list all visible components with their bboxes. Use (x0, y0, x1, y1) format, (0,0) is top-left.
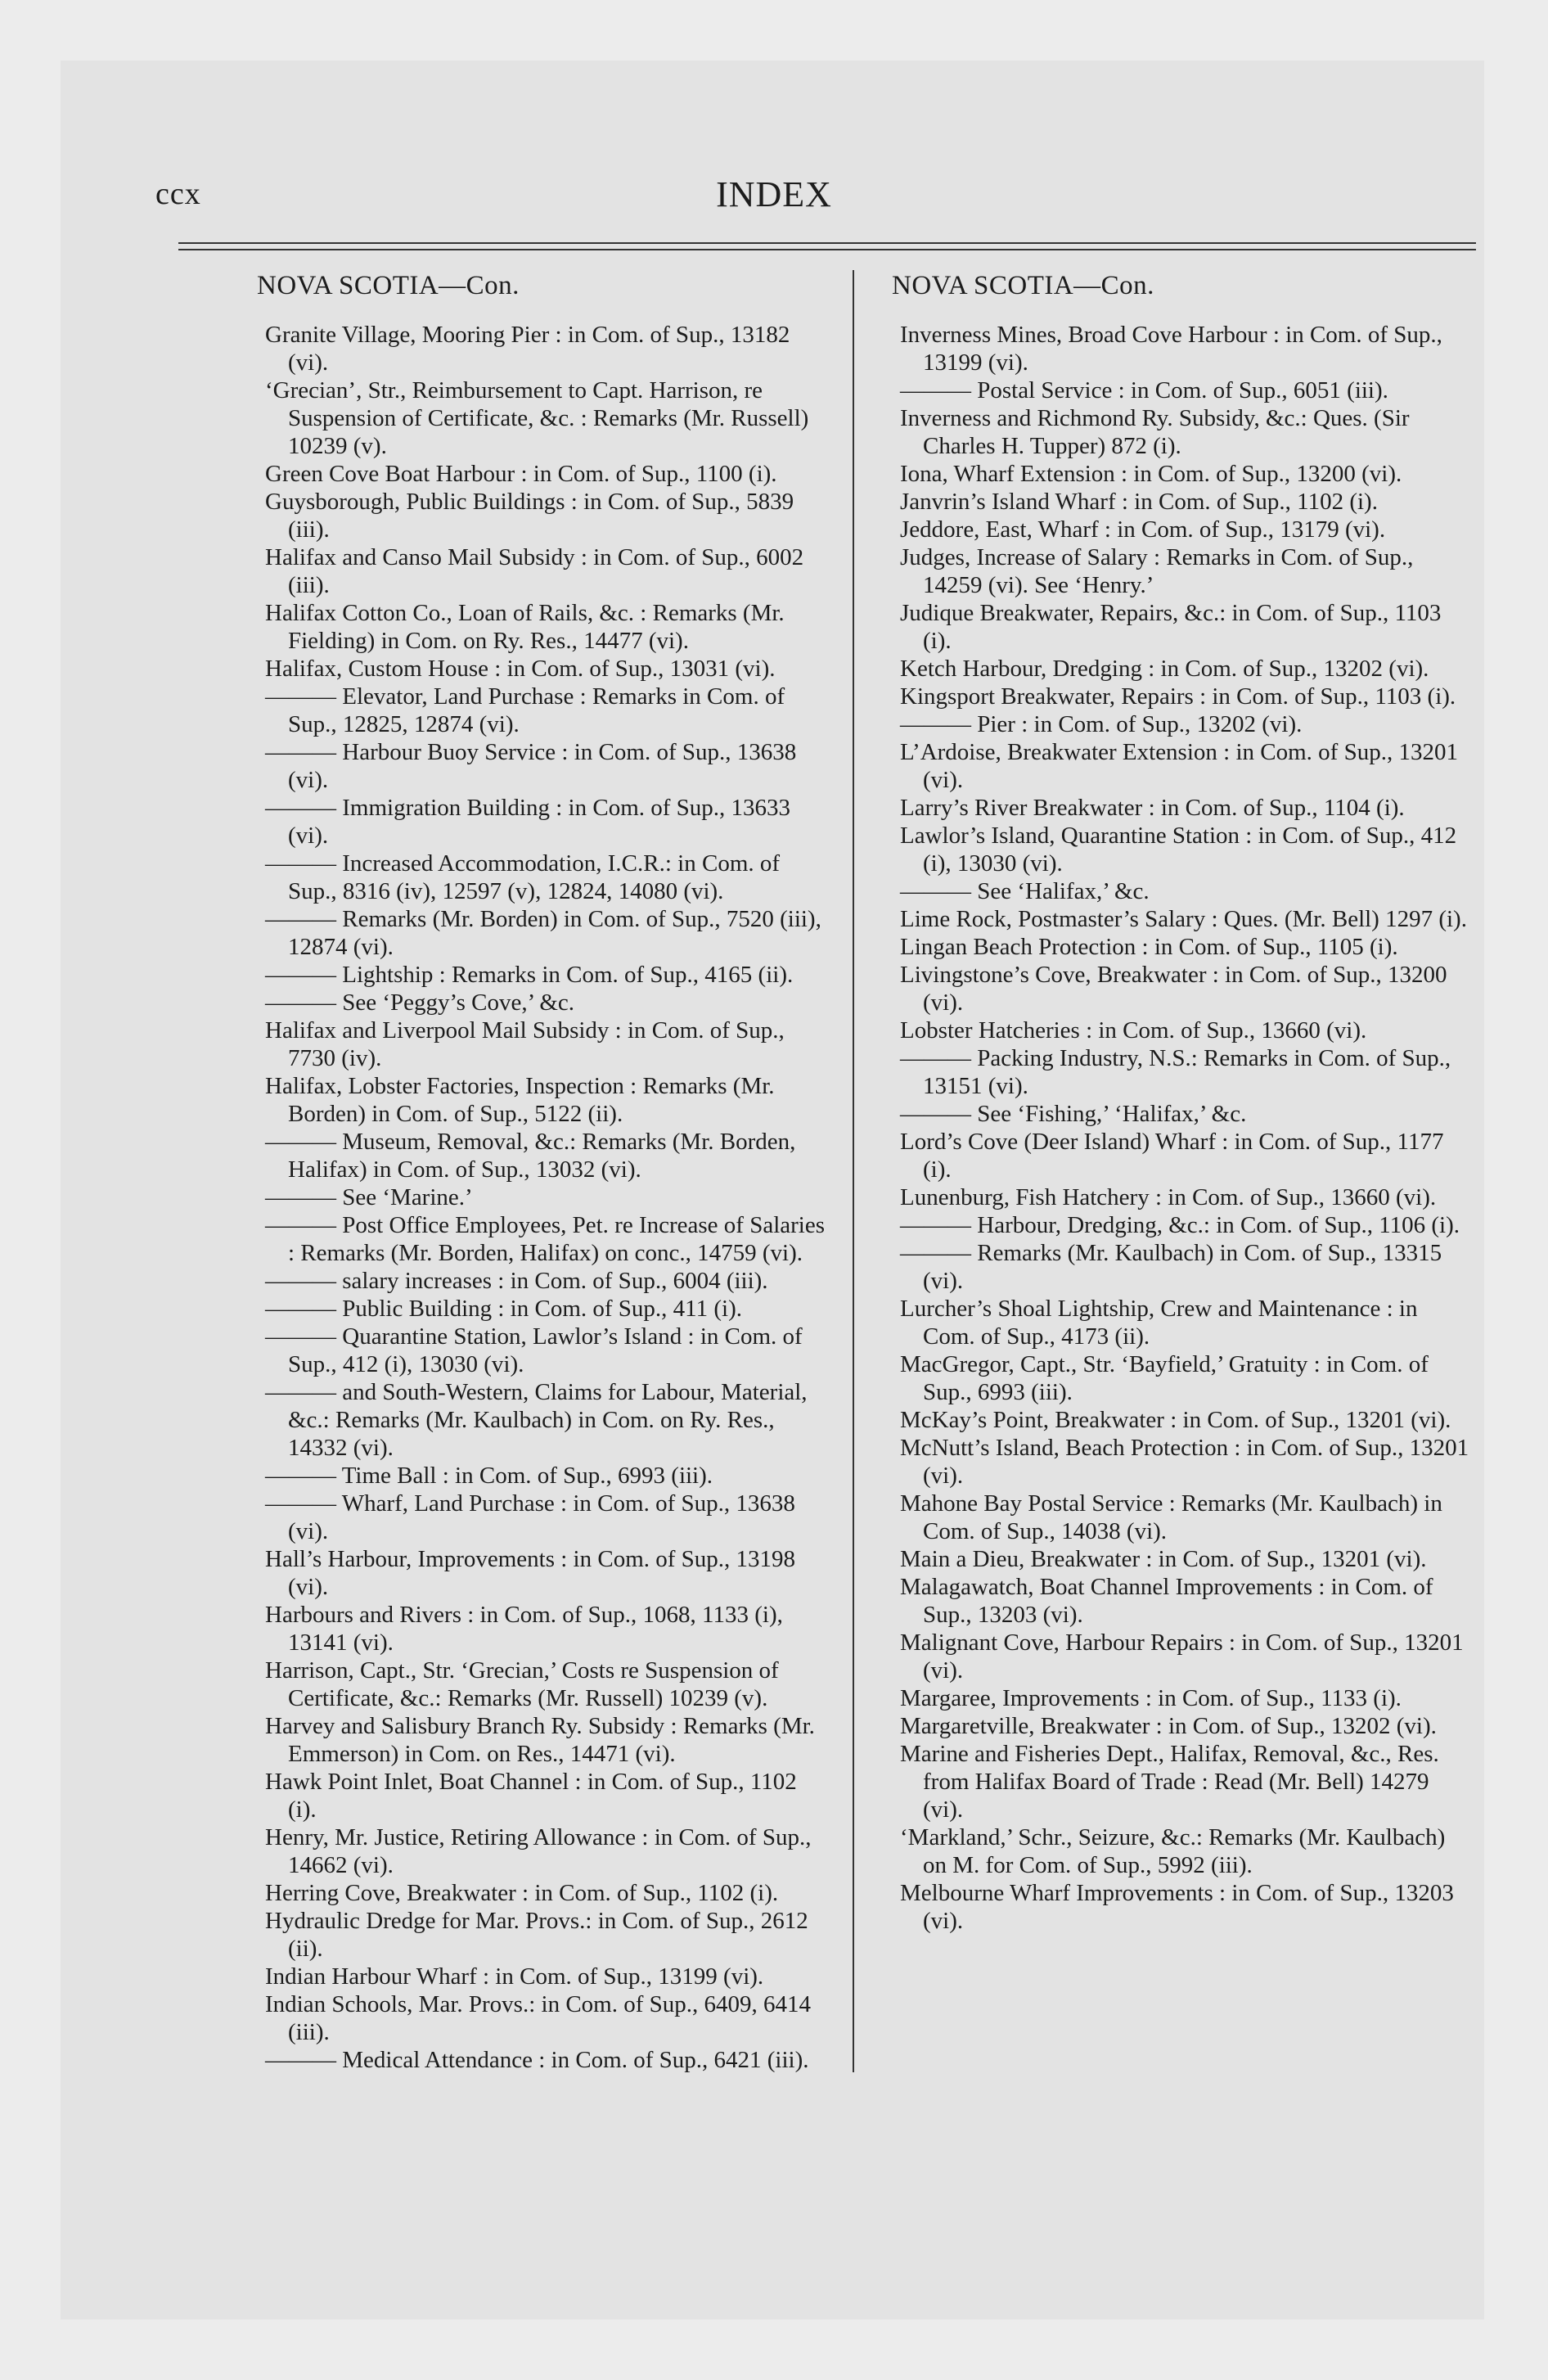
column-divider (853, 270, 854, 2072)
section-heading: NOVA SCOTIA—Con. (892, 271, 1154, 300)
index-entry: ——— Postal Service : in Com. of Sup., 6051 (iii). (900, 377, 1388, 403)
index-entry: ——— Lightship : Remarks in Com. of Sup., 4165 (ii). (265, 962, 794, 988)
index-entry: ——— Harbour Buoy Service : in Com. of Sup., 13638 (vi). (265, 739, 797, 793)
index-entry: ——— Remarks (Mr. Kaulbach) in Com. of Sup., 13315 (vi). (900, 1240, 1442, 1294)
index-entry: Halifax Cotton Co., Loan of Rails, &c. : Remarks (Mr. Fielding) in Com. on Ry. Res., 14477 (vi). (265, 600, 785, 654)
index-entry: Jeddore, East, Wharf : in Com. of Sup., 13179 (vi). (900, 516, 1386, 543)
page-title: INDEX (716, 174, 832, 214)
header-rule (178, 242, 1476, 244)
index-entry: Halifax and Liverpool Mail Subsidy : in Com. of Sup., 7730 (iv). (265, 1017, 785, 1071)
index-entry: Lurcher’s Shoal Lightship, Crew and Maintenance : in Com. of Sup., 4173 (ii). (900, 1296, 1418, 1350)
index-entry: Ketch Harbour, Dredging : in Com. of Sup., 13202 (vi). (900, 656, 1429, 682)
index-entry: ——— salary increases : in Com. of Sup., 6004 (iii). (265, 1268, 768, 1294)
index-entry: ——— Time Ball : in Com. of Sup., 6993 (iii). (265, 1463, 713, 1489)
index-entry: Henry, Mr. Justice, Retiring Allowance : in Com. of Sup., 14662 (vi). (265, 1824, 812, 1878)
index-entry: ——— Immigration Building : in Com. of Sup., 13633 (vi). (265, 795, 791, 849)
index-entry: Lord’s Cove (Deer Island) Wharf : in Com. of Sup., 1177 (i). (900, 1129, 1444, 1183)
index-entry: Judges, Increase of Salary : Remarks in Com. of Sup., 14259 (vi). See ‘Henry.’ (900, 544, 1414, 598)
index-entry: Inverness and Richmond Ry. Subsidy, &c.: Ques. (Sir Charles H. Tupper) 872 (i). (900, 405, 1410, 459)
index-entry: Harrison, Capt., Str. ‘Grecian,’ Costs re Suspension of Certificate, &c.: Remarks (Mr. Russell) 10239 (v). (265, 1657, 779, 1711)
index-entry: ——— Packing Industry, N.S.: Remarks in Com. of Sup., 13151 (vi). (900, 1045, 1451, 1099)
index-entry: ——— Medical Attendance : in Com. of Sup., 6421 (iii). (265, 2047, 809, 2073)
index-entry: Harvey and Salisbury Branch Ry. Subsidy : Remarks (Mr. Emmerson) in Com. on Res., 14471 (vi). (265, 1713, 815, 1767)
index-entry: Malagawatch, Boat Channel Improvements : in Com. of Sup., 13203 (vi). (900, 1574, 1433, 1628)
index-entry: ——— Remarks (Mr. Borden) in Com. of Sup., 7520 (iii), 12874 (vi). (265, 906, 821, 960)
left-column (257, 271, 830, 2074)
index-entry: Lingan Beach Protection : in Com. of Sup., 1105 (i). (900, 934, 1398, 960)
index-entry: Margaree, Improvements : in Com. of Sup., 1133 (i). (900, 1685, 1402, 1711)
index-entry: Lobster Hatcheries : in Com. of Sup., 13660 (vi). (900, 1017, 1367, 1044)
index-entry: Marine and Fisheries Dept., Halifax, Removal, &c., Res. from Halifax Board of Trade : Read (Mr. Bell) 14279 (vi). (900, 1741, 1439, 1823)
index-entry: Janvrin’s Island Wharf : in Com. of Sup., 1102 (i). (900, 489, 1378, 515)
index-entry: Lunenburg, Fish Hatchery : in Com. of Sup., 13660 (vi). (900, 1184, 1437, 1210)
index-entry: Hydraulic Dredge for Mar. Provs.: in Com. of Sup., 2612 (ii). (265, 1908, 808, 1962)
index-entry: ‘Grecian’, Str., Reimbursement to Capt. Harrison, re Suspension of Certificate, &c. : Remarks (Mr. Russell) 10239 (v). (265, 377, 809, 459)
page-number: ccx (155, 177, 201, 211)
index-entry: Judique Breakwater, Repairs, &c.: in Com. of Sup., 1103 (i). (900, 600, 1442, 654)
index-entry: ——— See ‘Marine.’ (265, 1184, 473, 1210)
index-entry: ——— See ‘Fishing,’ ‘Halifax,’ &c. (900, 1101, 1247, 1127)
index-entry: Malignant Cove, Harbour Repairs : in Com. of Sup., 13201 (vi). (900, 1629, 1464, 1684)
index-entry: ——— Public Building : in Com. of Sup., 411 (i). (265, 1296, 742, 1322)
index-entry: Hall’s Harbour, Improvements : in Com. of Sup., 13198 (vi). (265, 1546, 796, 1600)
index-entry: Herring Cove, Breakwater : in Com. of Sup., 1102 (i). (265, 1880, 779, 1906)
index-entry: Main a Dieu, Breakwater : in Com. of Sup., 13201 (vi). (900, 1546, 1427, 1572)
index-entry: ——— Museum, Removal, &c.: Remarks (Mr. Borden, Halifax) in Com. of Sup., 13032 (vi). (265, 1129, 796, 1183)
index-entry: ‘Markland,’ Schr., Seizure, &c.: Remarks (Mr. Kaulbach) on M. for Com. of Sup., 5992 (iii). (900, 1824, 1446, 1878)
index-entry: Guysborough, Public Buildings : in Com. of Sup., 5839 (iii). (265, 489, 794, 543)
index-entry: Mahone Bay Postal Service : Remarks (Mr. Kaulbach) in Com. of Sup., 14038 (vi). (900, 1490, 1442, 1544)
index-entry: Lawlor’s Island, Quarantine Station : in Com. of Sup., 412 (i), 13030 (vi). (900, 823, 1457, 877)
index-entry: Margaretville, Breakwater : in Com. of Sup., 13202 (vi). (900, 1713, 1437, 1739)
index-entry: ——— Quarantine Station, Lawlor’s Island : in Com. of Sup., 412 (i), 13030 (vi). (265, 1323, 803, 1377)
header-rule (178, 249, 1476, 250)
index-entry: McNutt’s Island, Beach Protection : in Com. of Sup., 13201 (vi). (900, 1435, 1469, 1489)
index-entry: Lime Rock, Postmaster’s Salary : Ques. (Mr. Bell) 1297 (i). (900, 906, 1467, 932)
index-entry: Halifax and Canso Mail Subsidy : in Com. of Sup., 6002 (iii). (265, 544, 804, 598)
index-entry: ——— Increased Accommodation, I.C.R.: in Com. of Sup., 8316 (iv), 12597 (v), 12824, 14080 (vi). (265, 850, 781, 904)
index-entry: Indian Schools, Mar. Provs.: in Com. of Sup., 6409, 6414 (iii). (265, 1991, 812, 2045)
section-heading: NOVA SCOTIA—Con. (257, 271, 520, 300)
index-entry: ——— Elevator, Land Purchase : Remarks in Com. of Sup., 12825, 12874 (vi). (265, 683, 785, 737)
index-entry: Melbourne Wharf Improvements : in Com. of Sup., 13203 (vi). (900, 1880, 1454, 1934)
index-entry: Kingsport Breakwater, Repairs : in Com. of Sup., 1103 (i). (900, 683, 1456, 710)
index-entry: Harbours and Rivers : in Com. of Sup., 1068, 1133 (i), 13141 (vi). (265, 1602, 783, 1656)
index-entry: ——— Harbour, Dredging, &c.: in Com. of Sup., 1106 (i). (900, 1212, 1460, 1238)
index-entry: Green Cove Boat Harbour : in Com. of Sup., 1100 (i). (265, 461, 777, 487)
index-entry: McKay’s Point, Breakwater : in Com. of Sup., 13201 (vi). (900, 1407, 1451, 1433)
right-column (892, 271, 1473, 1935)
index-entry: Indian Harbour Wharf : in Com. of Sup., 13199 (vi). (265, 1963, 764, 1990)
index-entry: Halifax, Lobster Factories, Inspection : Remarks (Mr. Borden) in Com. of Sup., 5122 (ii). (265, 1073, 775, 1127)
index-entry: L’Ardoise, Breakwater Extension : in Com. of Sup., 13201 (vi). (900, 739, 1458, 793)
index-entry: ——— See ‘Peggy’s Cove,’ &c. (265, 989, 575, 1016)
index-entry: Livingstone’s Cove, Breakwater : in Com. of Sup., 13200 (vi). (900, 962, 1447, 1016)
index-entry: ——— and South-Western, Claims for Labour, Material, &c.: Remarks (Mr. Kaulbach) in Com. on Ry. Res., 14332 (vi). (265, 1379, 808, 1461)
index-entry: ——— Wharf, Land Purchase : in Com. of Sup., 13638 (vi). (265, 1490, 795, 1544)
index-entry: ——— Post Office Employees, Pet. re Increase of Salaries : Remarks (Mr. Borden, Halifax) on conc., 14759 (vi). (265, 1212, 825, 1266)
index-entry: Inverness Mines, Broad Cove Harbour : in Com. of Sup., 13199 (vi). (900, 322, 1442, 376)
index-entry: ——— See ‘Halifax,’ &c. (900, 878, 1150, 904)
index-entry: Iona, Wharf Extension : in Com. of Sup., 13200 (vi). (900, 461, 1402, 487)
index-entry: Larry’s River Breakwater : in Com. of Sup., 1104 (i). (900, 795, 1405, 821)
index-entry: MacGregor, Capt., Str. ‘Bayfield,’ Gratuity : in Com. of Sup., 6993 (iii). (900, 1351, 1429, 1405)
index-entry: ——— Pier : in Com. of Sup., 13202 (vi). (900, 711, 1303, 737)
index-entry: Halifax, Custom House : in Com. of Sup., 13031 (vi). (265, 656, 776, 682)
index-entry: Granite Village, Mooring Pier : in Com. of Sup., 13182 (vi). (265, 322, 790, 376)
index-entry: Hawk Point Inlet, Boat Channel : in Com. of Sup., 1102 (i). (265, 1769, 797, 1823)
